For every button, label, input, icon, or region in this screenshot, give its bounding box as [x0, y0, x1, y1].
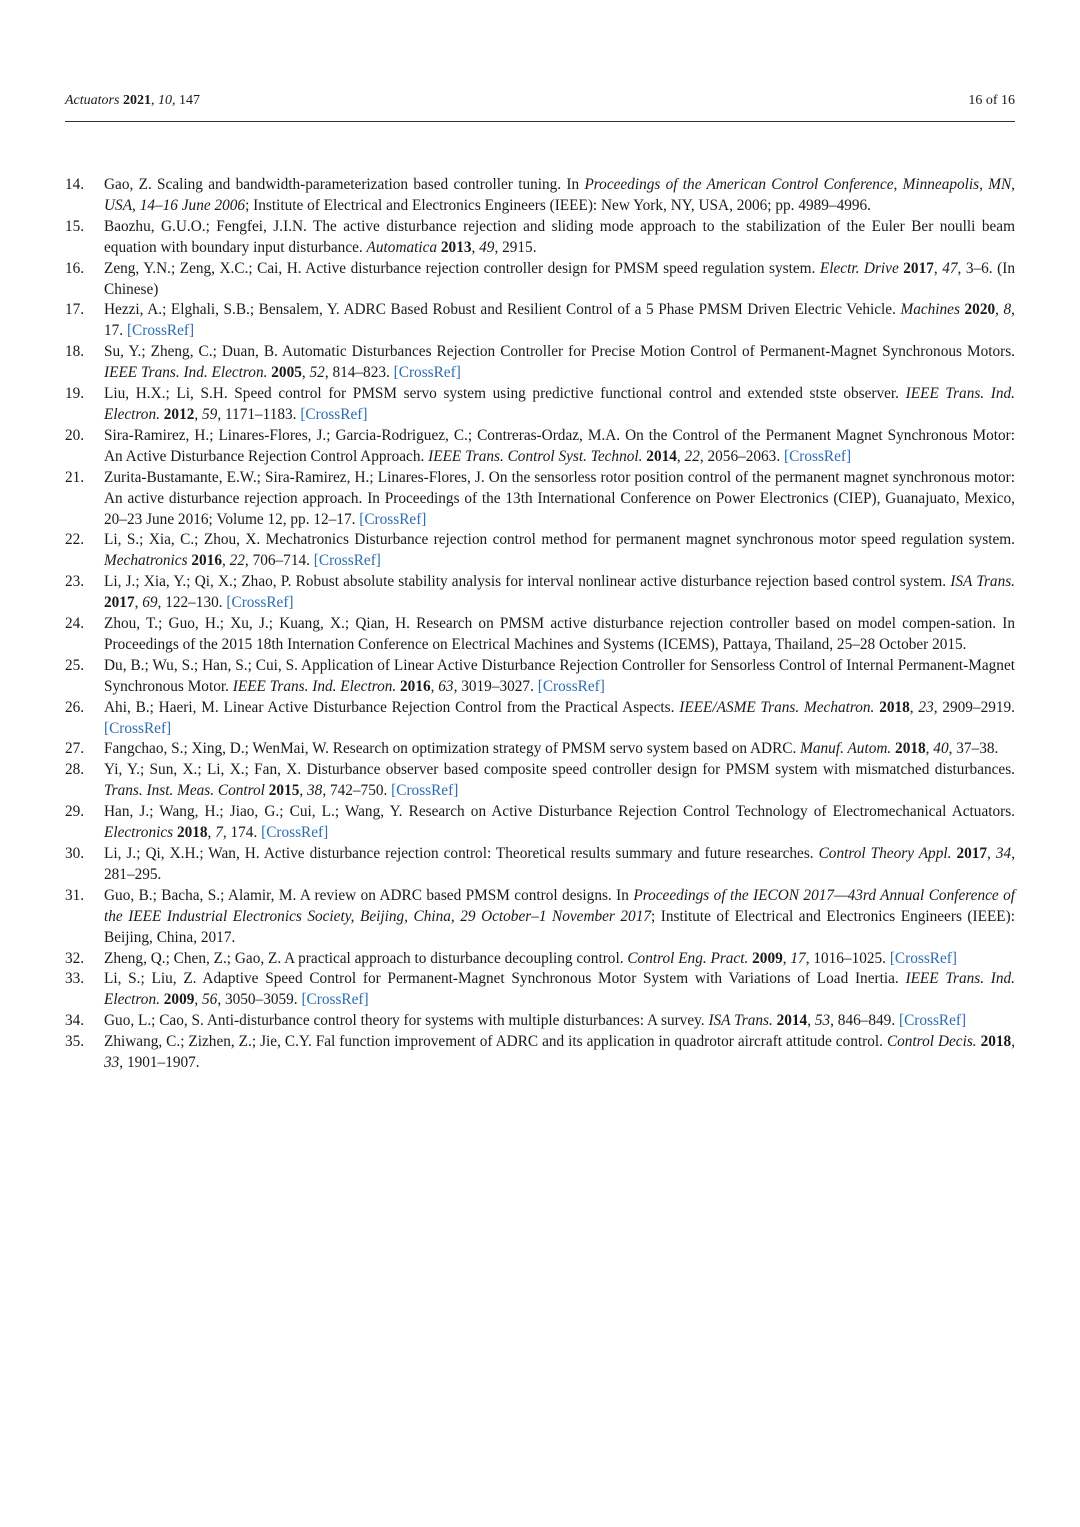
reference-year: 2017 — [956, 845, 988, 862]
reference-italic-text: 59 — [202, 405, 218, 423]
reference-text: , — [987, 845, 996, 862]
reference-text: , 3–6. (In Chinese) — [104, 259, 1015, 298]
reference-number: 23. — [65, 573, 85, 591]
reference-text: Fangchao, S.; Xing, D.; WenMai, W. Research on optimization strategy of PMSM servo system based on ADRC. — [104, 740, 801, 758]
page-number: 16 of 16 — [968, 93, 1015, 108]
reference-number: 19. — [65, 385, 85, 403]
reference-text: , 2909–2919. — [933, 698, 1016, 716]
reference-italic-text: 8 — [1003, 301, 1012, 319]
journal-name: Actuators — [65, 93, 120, 108]
running-header — [65, 93, 1015, 122]
reference-number: 31. — [65, 886, 85, 904]
reference-italic-text: 53 — [814, 1012, 831, 1030]
reference-text: Sira-Ramirez, H.; Linares-Flores, J.; Garcia-Rodriguez, C.; Contreras-Ordaz, M.A. On the Control of the Permanent Magnet Synchronous Motor: An Active Disturbance Rejection Control Approach. — [104, 426, 1015, 465]
reference-text: , — [807, 1012, 815, 1030]
reference-year: 2018 — [980, 1033, 1012, 1051]
reference-italic-text: 17 — [790, 949, 806, 967]
reference-italic-text: Proceedings of the American Control Conference, Minneapolis, MN, USA, 14–16 June 2006 — [104, 176, 1015, 214]
reference-text: Zhiwang, C.; Zizhen, Z.; Jie, C.Y. Fal function improvement of ADRC and its application in quadrotor aircraft attitude control. — [104, 1033, 887, 1051]
reference-italic-text: 40 — [933, 740, 949, 758]
crossref-link[interactable]: [CrossRef] — [300, 405, 368, 423]
reference-item — [65, 530, 1015, 572]
reference-year: 2015 — [268, 782, 300, 800]
reference-italic-text: 22 — [229, 552, 245, 570]
reference-item — [65, 760, 1015, 802]
reference-text: Yi, Y.; Sun, X.; Li, X.; Fan, X. Disturbance observer based composite speed controller design for PMSM system with mismatched disturbances. — [104, 761, 1015, 779]
crossref-link[interactable]: [CrossRef] — [313, 552, 381, 570]
reference-number: 28. — [65, 761, 85, 779]
reference-text: , 706–714. — [244, 552, 314, 570]
reference-text: , — [782, 949, 791, 967]
reference-text: Guo, L.; Cao, S. Anti-disturbance control theory for systems with multiple disturbances: A survey. — [104, 1012, 709, 1030]
reference-text: , 814–823. — [324, 364, 394, 382]
reference-text: , — [134, 594, 143, 612]
reference-text: , — [676, 447, 685, 465]
reference-item — [65, 614, 1015, 656]
reference-text: , 1901–1907. — [119, 1054, 200, 1072]
reference-number: 16. — [65, 259, 85, 277]
reference-number: 32. — [65, 949, 85, 967]
reference-number: 33. — [65, 970, 85, 988]
crossref-link[interactable]: [CrossRef] — [537, 677, 605, 695]
reference-year: 2016 — [191, 552, 222, 570]
reference-italic-text: 22 — [684, 447, 700, 465]
reference-text: , — [430, 677, 439, 695]
reference-text: Zhou, T.; Guo, H.; Xu, J.; Kuang, X.; Qian, H. Research on PMSM active disturbance rejection controller based on model compen-sation. In Proceedings of the 2015 18th Internation Conference on Electrical Machines and Systems (ICEMS), Pattaya, Thailand, 25–28 October 2015. — [104, 615, 1015, 653]
reference-text: , 742–750. — [322, 782, 392, 800]
reference-year: 2016 — [400, 677, 431, 695]
reference-number: 30. — [65, 845, 85, 862]
crossref-link[interactable]: [CrossRef] — [261, 824, 329, 842]
reference-text: , — [299, 782, 308, 800]
reference-italic-text: Control Eng. Pract. — [627, 949, 749, 967]
reference-year: 2009 — [163, 991, 195, 1009]
reference-item — [65, 259, 1015, 301]
reference-year: 2018 — [176, 824, 208, 842]
reference-text: Zurita-Bustamante, E.W.; Sira-Ramirez, H.; Linares-Flores, J. On the sensorless rotor position control of the permanent magnet synchronous motor: An active disturbance rejection approach. In Proceedings of the 13th International Conference on Power Electronics (CIEP), Guanajuato, Mexico, 20–23 June 2016; Volume 12, pp. 12–17. — [104, 468, 1015, 528]
reference-text: , 3019–3027. — [453, 677, 538, 695]
crossref-link[interactable]: [CrossRef] — [889, 949, 957, 967]
reference-text: Su, Y.; Zheng, C.; Duan, B. Automatic Disturbances Rejection Controller for Precise Motion Control of Permanent-Magnet Synchronous Motors. — [104, 343, 1015, 361]
crossref-link[interactable]: [CrossRef] — [104, 719, 172, 737]
article-number: 147 — [178, 93, 200, 108]
reference-text: , — [471, 238, 480, 256]
reference-italic-text: 56 — [202, 991, 218, 1009]
reference-number: 22. — [65, 531, 85, 549]
reference-italic-text: IEEE Trans. Ind. Electron. — [104, 364, 268, 382]
reference-text: Li, J.; Qi, X.H.; Wan, H. Active disturbance rejection control: Theoretical results summary and future researches. — [104, 845, 819, 862]
reference-text: , 122–130. — [157, 594, 227, 612]
reference-item — [65, 1032, 1015, 1074]
reference-item — [65, 384, 1015, 426]
reference-italic-text: 47 — [942, 259, 958, 277]
reference-text: ; Institute of Electrical and Electronics Engineers (IEEE): Beijing, China, 2017. — [104, 907, 1015, 946]
reference-text: , — [925, 740, 934, 758]
reference-text: , 1171–1183. — [217, 405, 301, 423]
reference-text: , — [194, 991, 203, 1009]
reference-italic-text: ISA Trans. — [708, 1012, 773, 1030]
reference-item — [65, 739, 1015, 760]
reference-item — [65, 217, 1015, 259]
crossref-link[interactable]: [CrossRef] — [391, 782, 459, 800]
reference-item — [65, 175, 1015, 217]
reference-text: Zeng, Y.N.; Zeng, X.C.; Cai, H. Active disturbance rejection controller design for PMSM speed regulation system. — [104, 259, 820, 277]
reference-text: Ahi, B.; Haeri, M. Linear Active Disturbance Rejection Control from the Practical Aspects. — [104, 698, 680, 716]
reference-number: 18. — [65, 343, 85, 361]
reference-item — [65, 949, 1015, 970]
reference-text: , — [207, 824, 216, 842]
reference-item — [65, 656, 1015, 698]
reference-text: Li, J.; Xia, Y.; Qi, X.; Zhao, P. Robust absolute stability analysis for interval nonlinear active disturbance rejection based control system. — [104, 573, 951, 591]
reference-item — [65, 426, 1015, 468]
reference-item — [65, 698, 1015, 740]
reference-text: , 2056–2063. — [699, 447, 784, 465]
journal-citation: Actuators 2021, 10, 147 — [65, 93, 200, 108]
reference-text: , — [194, 405, 203, 423]
reference-text: , 846–849. — [830, 1012, 899, 1030]
reference-italic-text: 52 — [309, 364, 325, 382]
reference-text: , 17. — [104, 301, 1015, 340]
reference-italic-text: ISA Trans. — [950, 573, 1016, 591]
crossref-link[interactable]: [CrossRef] — [301, 991, 369, 1009]
reference-number: 34. — [65, 1012, 85, 1030]
reference-italic-text: Mechatronics — [104, 552, 188, 570]
reference-text: Guo, B.; Bacha, S.; Alamir, M. A review on ADRC based PMSM control designs. In — [104, 886, 634, 904]
reference-year: 2018 — [895, 740, 926, 758]
reference-number: 26. — [65, 698, 85, 716]
reference-item — [65, 342, 1015, 384]
reference-italic-text: 23 — [918, 698, 934, 716]
reference-text: , 281–295. — [104, 845, 1016, 883]
reference-number: 20. — [65, 426, 85, 444]
reference-number: 17. — [65, 301, 85, 319]
reference-year: 2018 — [879, 698, 910, 716]
reference-year: 2014 — [646, 447, 677, 465]
reference-number: 27. — [65, 740, 85, 758]
reference-italic-text: 33 — [104, 1054, 120, 1072]
reference-year: 2013 — [440, 238, 472, 256]
reference-text: , — [221, 552, 230, 570]
reference-number: 14. — [65, 176, 85, 193]
reference-item — [65, 802, 1015, 844]
reference-text: ; Institute of Electrical and Electronics Engineers (IEEE): New York, NY, USA, 2006; pp. 4989–4996. — [245, 196, 871, 214]
reference-number: 21. — [65, 468, 85, 486]
crossref-link[interactable]: [CrossRef] — [783, 447, 852, 465]
reference-item — [65, 300, 1015, 342]
reference-text: , — [301, 364, 310, 382]
reference-number: 35. — [65, 1033, 85, 1051]
reference-item — [65, 572, 1015, 614]
reference-year: 2017 — [903, 259, 934, 277]
reference-item — [65, 886, 1015, 949]
reference-item — [65, 844, 1015, 886]
crossref-link[interactable]: [CrossRef] — [126, 322, 195, 340]
reference-item — [65, 468, 1015, 531]
reference-italic-text: IEEE Trans. Ind. Electron. — [232, 677, 397, 695]
reference-text: , 1016–1025. — [805, 949, 890, 967]
reference-year: 2005 — [271, 364, 302, 382]
reference-text: Du, B.; Wu, S.; Han, S.; Cui, S. Application of Linear Active Disturbance Rejection Controller for Sensorless Control of Internal Permanent-Magnet Synchronous Motor. — [104, 656, 1015, 695]
reference-italic-text: IEEE Trans. Control Syst. Technol. — [428, 447, 643, 465]
reference-text: , 2915. — [494, 238, 537, 256]
reference-italic-text: 49 — [479, 238, 495, 256]
reference-italic-text: Control Decis. — [886, 1033, 977, 1051]
reference-italic-text: 69 — [142, 594, 158, 612]
reference-italic-text: Electr. Drive — [819, 259, 899, 277]
reference-text: Han, J.; Wang, H.; Jiao, G.; Cui, L.; Wang, Y. Research on Active Disturbance Rejection Control Technology of Electromechanical Actuators. — [104, 803, 1015, 821]
reference-item — [65, 969, 1015, 1011]
crossref-link[interactable]: [CrossRef] — [226, 594, 294, 612]
reference-year: 2012 — [163, 405, 195, 423]
reference-text: , 3050–3059. — [217, 991, 302, 1009]
reference-text: Li, S.; Xia, C.; Zhou, X. Mechatronics Disturbance rejection control method for permanent magnet synchronous motor speed regulation system. — [104, 531, 1015, 549]
reference-italic-text: Proceedings of the IECON 2017—43rd Annual Conference of the IEEE Industrial Electronics Society, Beijing, China, 29 October–1 November 2017 — [104, 886, 1015, 925]
reference-italic-text: Electronics — [104, 824, 174, 842]
reference-italic-text: 63 — [438, 677, 454, 695]
reference-number: 24. — [65, 615, 85, 633]
reference-text: , — [933, 259, 943, 277]
reference-number: 29. — [65, 803, 85, 821]
reference-text: , — [1011, 1033, 1016, 1051]
reference-italic-text: 38 — [307, 782, 323, 800]
journal-volume: 10 — [157, 93, 172, 108]
reference-text: Hezzi, A.; Elghali, S.B.; Bensalem, Y. ADRC Based Robust and Resilient Control of a 5 Phase PMSM Driven Electric Vehicle. — [104, 301, 901, 319]
crossref-link[interactable]: [CrossRef] — [393, 364, 461, 382]
reference-text: Li, S.; Liu, Z. Adaptive Speed Control for Permanent-Magnet Synchronous Motor System with Variations of Load Inertia. — [104, 970, 906, 988]
reference-italic-text: IEEE/ASME Trans. Mechatron. — [679, 698, 875, 716]
reference-italic-text: 34 — [995, 845, 1012, 862]
reference-italic-text: Manuf. Autom. — [800, 740, 892, 758]
reference-italic-text: Machines — [900, 301, 960, 319]
reference-italic-text: IEEE Trans. Ind. Electron. — [104, 385, 1015, 423]
reference-item — [65, 1011, 1015, 1032]
reference-italic-text: IEEE Trans. Ind. Electron. — [104, 970, 1016, 1009]
reference-year: 2009 — [752, 949, 783, 967]
reference-text: , 37–38. — [948, 740, 999, 758]
reference-italic-text: 7 — [215, 824, 223, 842]
reference-text: , — [909, 698, 919, 716]
reference-text: Gao, Z. Scaling and bandwidth-parameterization based controller tuning. In — [104, 176, 585, 193]
crossref-link[interactable]: [CrossRef] — [359, 510, 427, 528]
reference-text: , 174. — [222, 824, 262, 842]
reference-italic-text: Trans. Inst. Meas. Control — [104, 782, 265, 800]
reference-number: 25. — [65, 656, 85, 674]
reference-text: Baozhu, G.U.O.; Fengfei, J.I.N. The active disturbance rejection and sliding mode approach to the stabilization of the Euler Ber noulli beam equation with boundary input disturbance. — [104, 217, 1015, 256]
reference-year: 2020 — [964, 301, 996, 319]
reference-text: Zheng, Q.; Chen, Z.; Gao, Z. A practical approach to disturbance decoupling control. — [104, 949, 628, 967]
reference-text: , — [995, 301, 1004, 319]
reference-italic-text: Automatica — [366, 238, 438, 256]
reference-year: 2017 — [104, 594, 135, 612]
reference-year: 2014 — [776, 1012, 808, 1030]
journal-year: 2021 — [122, 93, 151, 108]
reference-italic-text: Control Theory Appl. — [818, 845, 952, 862]
crossref-link[interactable]: [CrossRef] — [898, 1012, 967, 1030]
reference-number: 15. — [65, 217, 85, 235]
reference-text: Liu, H.X.; Li, S.H. Speed control for PMSM servo system using predictive functional control and extended stste observer. — [104, 385, 906, 403]
reference-list — [65, 175, 1015, 1074]
